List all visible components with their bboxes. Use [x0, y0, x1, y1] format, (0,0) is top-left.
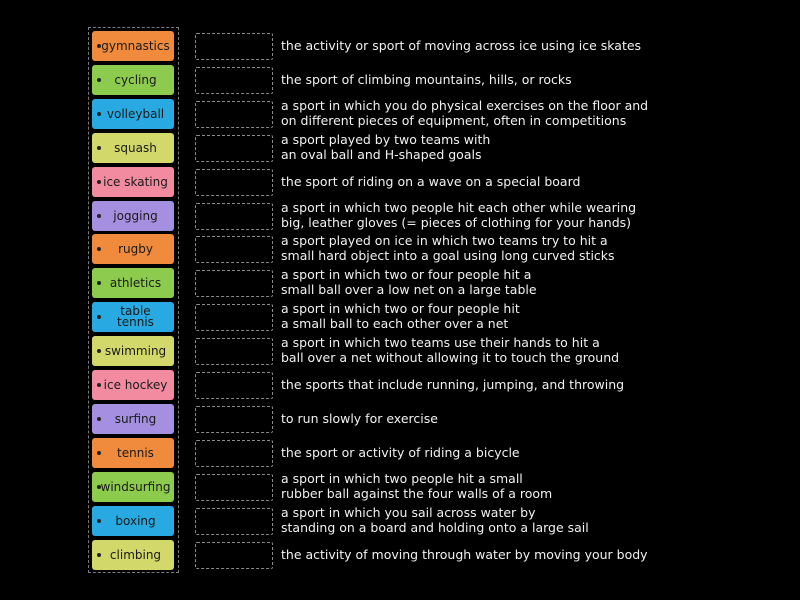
term-tile[interactable] [92, 506, 174, 536]
term-tile[interactable] [92, 472, 174, 502]
definition-text [281, 174, 691, 189]
definition-line-1: a sport in which you do physical exercises on the floor and [281, 98, 649, 113]
definition-text [281, 445, 691, 460]
bullet-icon [97, 146, 101, 150]
term-tile[interactable] [92, 370, 174, 400]
term-tile[interactable] [92, 540, 174, 570]
definition-text [281, 411, 691, 426]
term-label: volleyball [106, 106, 165, 121]
answer-drop-slot[interactable] [195, 101, 273, 128]
term-label: surfing [114, 411, 157, 426]
definition-line-2: small hard object into a goal using long curved sticks [281, 248, 615, 263]
term-tile[interactable] [92, 302, 174, 332]
definition-text [281, 301, 691, 331]
bullet-icon [97, 553, 101, 557]
bullet-icon [97, 214, 101, 218]
answer-drop-slot[interactable] [195, 236, 273, 263]
term-label: cycling [114, 72, 157, 87]
definition-line-1: a sport in which two people hit a small [281, 471, 523, 486]
bullet-icon [97, 112, 101, 116]
definition-line-1: the sport of climbing mountains, hills, or rocks [281, 72, 572, 87]
definition-text [281, 200, 691, 230]
term-tile[interactable] [92, 438, 174, 468]
definition-text [281, 233, 691, 263]
answer-drop-slot[interactable] [195, 135, 273, 162]
definition-line-1: a sport played on ice in which two teams try to hit a [281, 233, 608, 248]
definition-line-1: the sports that include running, jumping, and throwing [281, 377, 625, 392]
definition-line-2: on different pieces of equipment, often in competitions [281, 113, 627, 128]
term-tile[interactable] [92, 133, 174, 163]
answer-drop-slot[interactable] [195, 372, 273, 399]
term-label: boxing [115, 513, 156, 528]
answer-drop-slot[interactable] [195, 406, 273, 433]
definition-line-1: the sport or activity of riding a bicycle [281, 445, 520, 460]
term-label: table tennis [117, 304, 154, 329]
definition-line-1: to run slowly for exercise [281, 411, 438, 426]
definition-line-1: the activity of moving through water by moving your body [281, 547, 648, 562]
definition-text [281, 377, 691, 392]
bullet-icon [97, 180, 101, 184]
answer-drop-slot[interactable] [195, 440, 273, 467]
answer-drop-slot[interactable] [195, 203, 273, 230]
answer-drop-slot[interactable] [195, 270, 273, 297]
definition-text [281, 98, 691, 128]
bullet-icon [97, 315, 101, 319]
term-tile[interactable] [92, 65, 174, 95]
term-tile[interactable] [92, 234, 174, 264]
answer-drop-slot[interactable] [195, 33, 273, 60]
answer-drop-slot[interactable] [195, 169, 273, 196]
definition-line-2: ball over a net without allowing it to touch the ground [281, 350, 620, 365]
term-label: jogging [113, 208, 158, 223]
term-label: rugby [118, 241, 153, 256]
definition-text [281, 471, 691, 501]
definition-line-2: big, leather gloves (= pieces of clothing for your hands) [281, 215, 632, 230]
definition-text [281, 335, 691, 365]
bullet-icon [97, 281, 101, 285]
term-label: ice skating [103, 174, 168, 189]
definition-text [281, 547, 691, 562]
bullet-icon [97, 44, 101, 48]
answer-drop-slot[interactable] [195, 67, 273, 94]
definition-line-1: the sport of riding on a wave on a special board [281, 174, 581, 189]
term-tile[interactable] [92, 336, 174, 366]
term-label: ice hockey [103, 377, 168, 392]
definition-text [281, 72, 691, 87]
term-label: squash [114, 140, 157, 155]
bullet-icon [97, 519, 101, 523]
definition-line-1: a sport in which you sail across water by [281, 505, 536, 520]
definition-line-2: a small ball to each other over a net [281, 316, 509, 331]
definition-text [281, 505, 691, 535]
term-tile[interactable] [92, 99, 174, 129]
definition-line-1: a sport in which two people hit each other while wearing [281, 200, 637, 215]
answer-drop-slot[interactable] [195, 338, 273, 365]
definition-line-2: rubber ball against the four walls of a room [281, 486, 553, 501]
bullet-icon [97, 247, 101, 251]
definition-line-1: a sport in which two or four people hit a [281, 267, 532, 282]
bullet-icon [97, 485, 101, 489]
answer-drop-slot[interactable] [195, 474, 273, 501]
definition-text [281, 267, 691, 297]
term-tile[interactable] [92, 167, 174, 197]
answer-drop-slot[interactable] [195, 508, 273, 535]
bullet-icon [97, 349, 101, 353]
bullet-icon [97, 78, 101, 82]
term-tile[interactable] [92, 31, 174, 61]
definition-line-1: a sport in which two teams use their hands to hit a [281, 335, 600, 350]
term-label: climbing [109, 547, 162, 562]
bullet-icon [97, 451, 101, 455]
definition-line-2: an oval ball and H-shaped goals [281, 147, 482, 162]
definition-text [281, 132, 691, 162]
definition-text [281, 38, 691, 53]
term-tile[interactable] [92, 268, 174, 298]
definition-line-2: standing on a board and holding onto a large sail [281, 520, 589, 535]
answer-drop-slot[interactable] [195, 304, 273, 331]
term-tile[interactable] [92, 201, 174, 231]
term-label: windsurfing [100, 479, 171, 494]
bullet-icon [97, 383, 101, 387]
term-label: gymnastics [101, 38, 170, 53]
definition-line-1: the activity or sport of moving across ice using ice skates [281, 38, 642, 53]
answer-drop-slot[interactable] [195, 542, 273, 569]
term-label: athletics [109, 275, 162, 290]
bullet-icon [97, 417, 101, 421]
term-tile[interactable] [92, 404, 174, 434]
term-label: swimming [104, 343, 167, 358]
definition-line-2: small ball over a low net on a large table [281, 282, 537, 297]
definition-line-1: a sport in which two or four people hit [281, 301, 520, 316]
definition-line-1: a sport played by two teams with [281, 132, 491, 147]
term-label: tennis [117, 445, 154, 460]
